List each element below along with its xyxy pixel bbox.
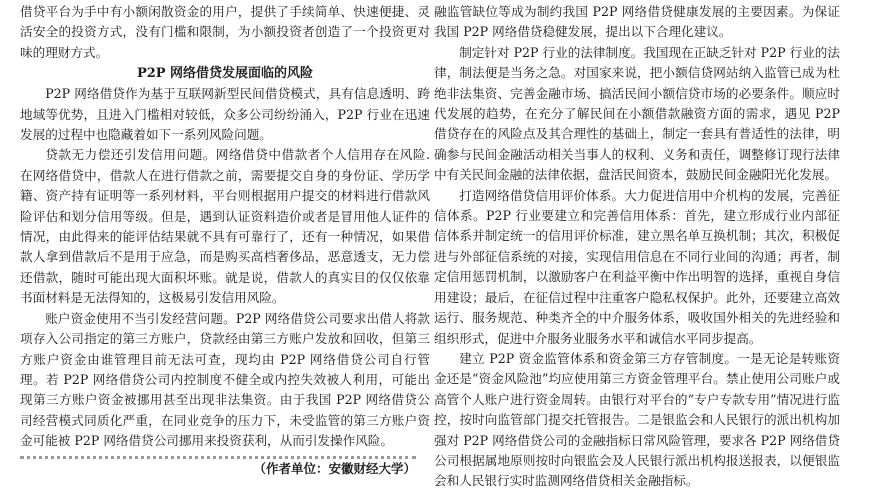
body-paragraph: 账户资金使用不当引发经营问题。P2P 网络借贷公司要求出借人将款项存入公司指定的第三方账户，贷款经由第三方账户发放和回收，但第三方账户资金由谁管理目前无法可查，现均由 P2P 网络借贷公司自行管理。若 P2P 网络借贷公司内控制度不健全或内控失效被人利用，可能出现第三方账户资金被挪用甚至出现非法集资。由于我国 P2P 网络借贷公司经营模式同质化严重，在同业竞争的压力下，未受监管的第三方账户资金可能被 P2P 网络借贷公司挪用来投资获利，从而引发操作风险。 (20, 310, 430, 449)
left-column (20, 2, 430, 452)
left-intro-paragraph: 借贷平台为手中有小额闲散资金的用户，提供了手续简单、快速便捷、灵活安全的投资方式，没有门槛和限制，为小额投资者创造了一个投资更对味的理财方式。 (20, 4, 430, 60)
body-paragraph: 打造网络借贷信用评价体系。大力促进信用中介机构的发展，完善征信体系。P2P 行业要建立和完善信用体系：首先，建立形成行业内部征信体系并制定统一的信用评价标准，建立黑名单互换机制；其次，积极促进与外部征信系统的对接，实现信用信息在不同行业间的沟通；再者，制定信用惩罚机制，以激励客户在利益平衡中作出明智的选择，重视自身信用建设；最后，在征信过程中注重客户隐私权保护。此外，还要建立高效运行、服务规范、种类齐全的中介服务体系，吸收国外相关的先进经验和组织形式，促进中介服务业服务水平和诚信水平同步提高。 (434, 187, 840, 346)
body-paragraph: 建立 P2P 资金监管体系和资金第三方存管制度。一是无论是转账资金还是“资金风险池”均应使用第三方资金管理平台。禁止使用公司账户或高管个人账户进行资金周转。由银行对平台的“专户专款专用”情况进行监控，按时向监管部门提交托管报告。二是银监会和人民银行的派出机构加强对 P2P 网络借贷公司的金融指标日常风险管理，要求各 P2P 网络借贷公司根据属地原则按时向银监会及人民银行派出机构报送报表，以便银监会和人民银行实时监测网络借贷相关金融指标。 (434, 350, 840, 489)
body-paragraph: 贷款无力偿还引发信用问题。网络借贷中借款者个人信用存在风险. 在网络借贷中，借款人在进行借款之前，需要提交自身的身份证、学历学籍、资产持有证明等一系列材料，平台则根据用户提交的材料进行借款风险评估和划分信用等级。但是，遇到认证资料造价或者是冒用他人证件的情况，由此得来的能评估结果就不具有可靠行了，还有一种情况，如果借款人拿到借款后不是用于应急，而是购买高档奢侈品，恶意透支，无力偿还借款，随时可能出现大面积坏账。就是说，借款人的真实目的仅仅依靠书面材料是无法得知的，这极易引发信用风险。 (20, 147, 430, 306)
right-intro-paragraph: 融监管缺位等成为制约我国 P2P 网络借贷健康发展的主要因素。为保证我国 P2P 网络借贷稳健发展，提出以下合理化建议。 (434, 4, 840, 40)
section-heading: P2P 网络借贷发展面临的风险 (136, 66, 314, 82)
right-column (434, 2, 840, 492)
body-paragraph: P2P 网络借贷作为基于互联网新型民间借贷模式，具有信息透明、跨地域等优势，且进入门槛相对较低，众多公司纷纷涌入，P2P 行业在迅速发展的过程中也隐藏着如下一系列风险问题。 (20, 86, 430, 143)
dotted-divider (20, 456, 416, 459)
body-paragraph: 制定针对 P2P 行业的法律制度。我国现在正缺乏针对 P2P 行业的法律，制法便是当务之急。对国家来说，把小额信贷网站纳入监管已成为杜绝非法集资、完善金融市场、搞活民间小额信贷市场的必要条件。顺应时代发展的趋势，在充分了解民间在小额借款融资方面的需求，遇见 P2P 借贷存在的风险点及其合理性的基础上，制定一套具有普适性的法律，明确参与民间金融活动相关当事人的权利、义务和责任，调整修订现行法律中有关民间金融的法律依据，盘活民间资本，鼓励民间金融阳光化发展。 (434, 44, 840, 183)
author-affiliation: （作者单位：安徽财经大学） (253, 461, 416, 476)
